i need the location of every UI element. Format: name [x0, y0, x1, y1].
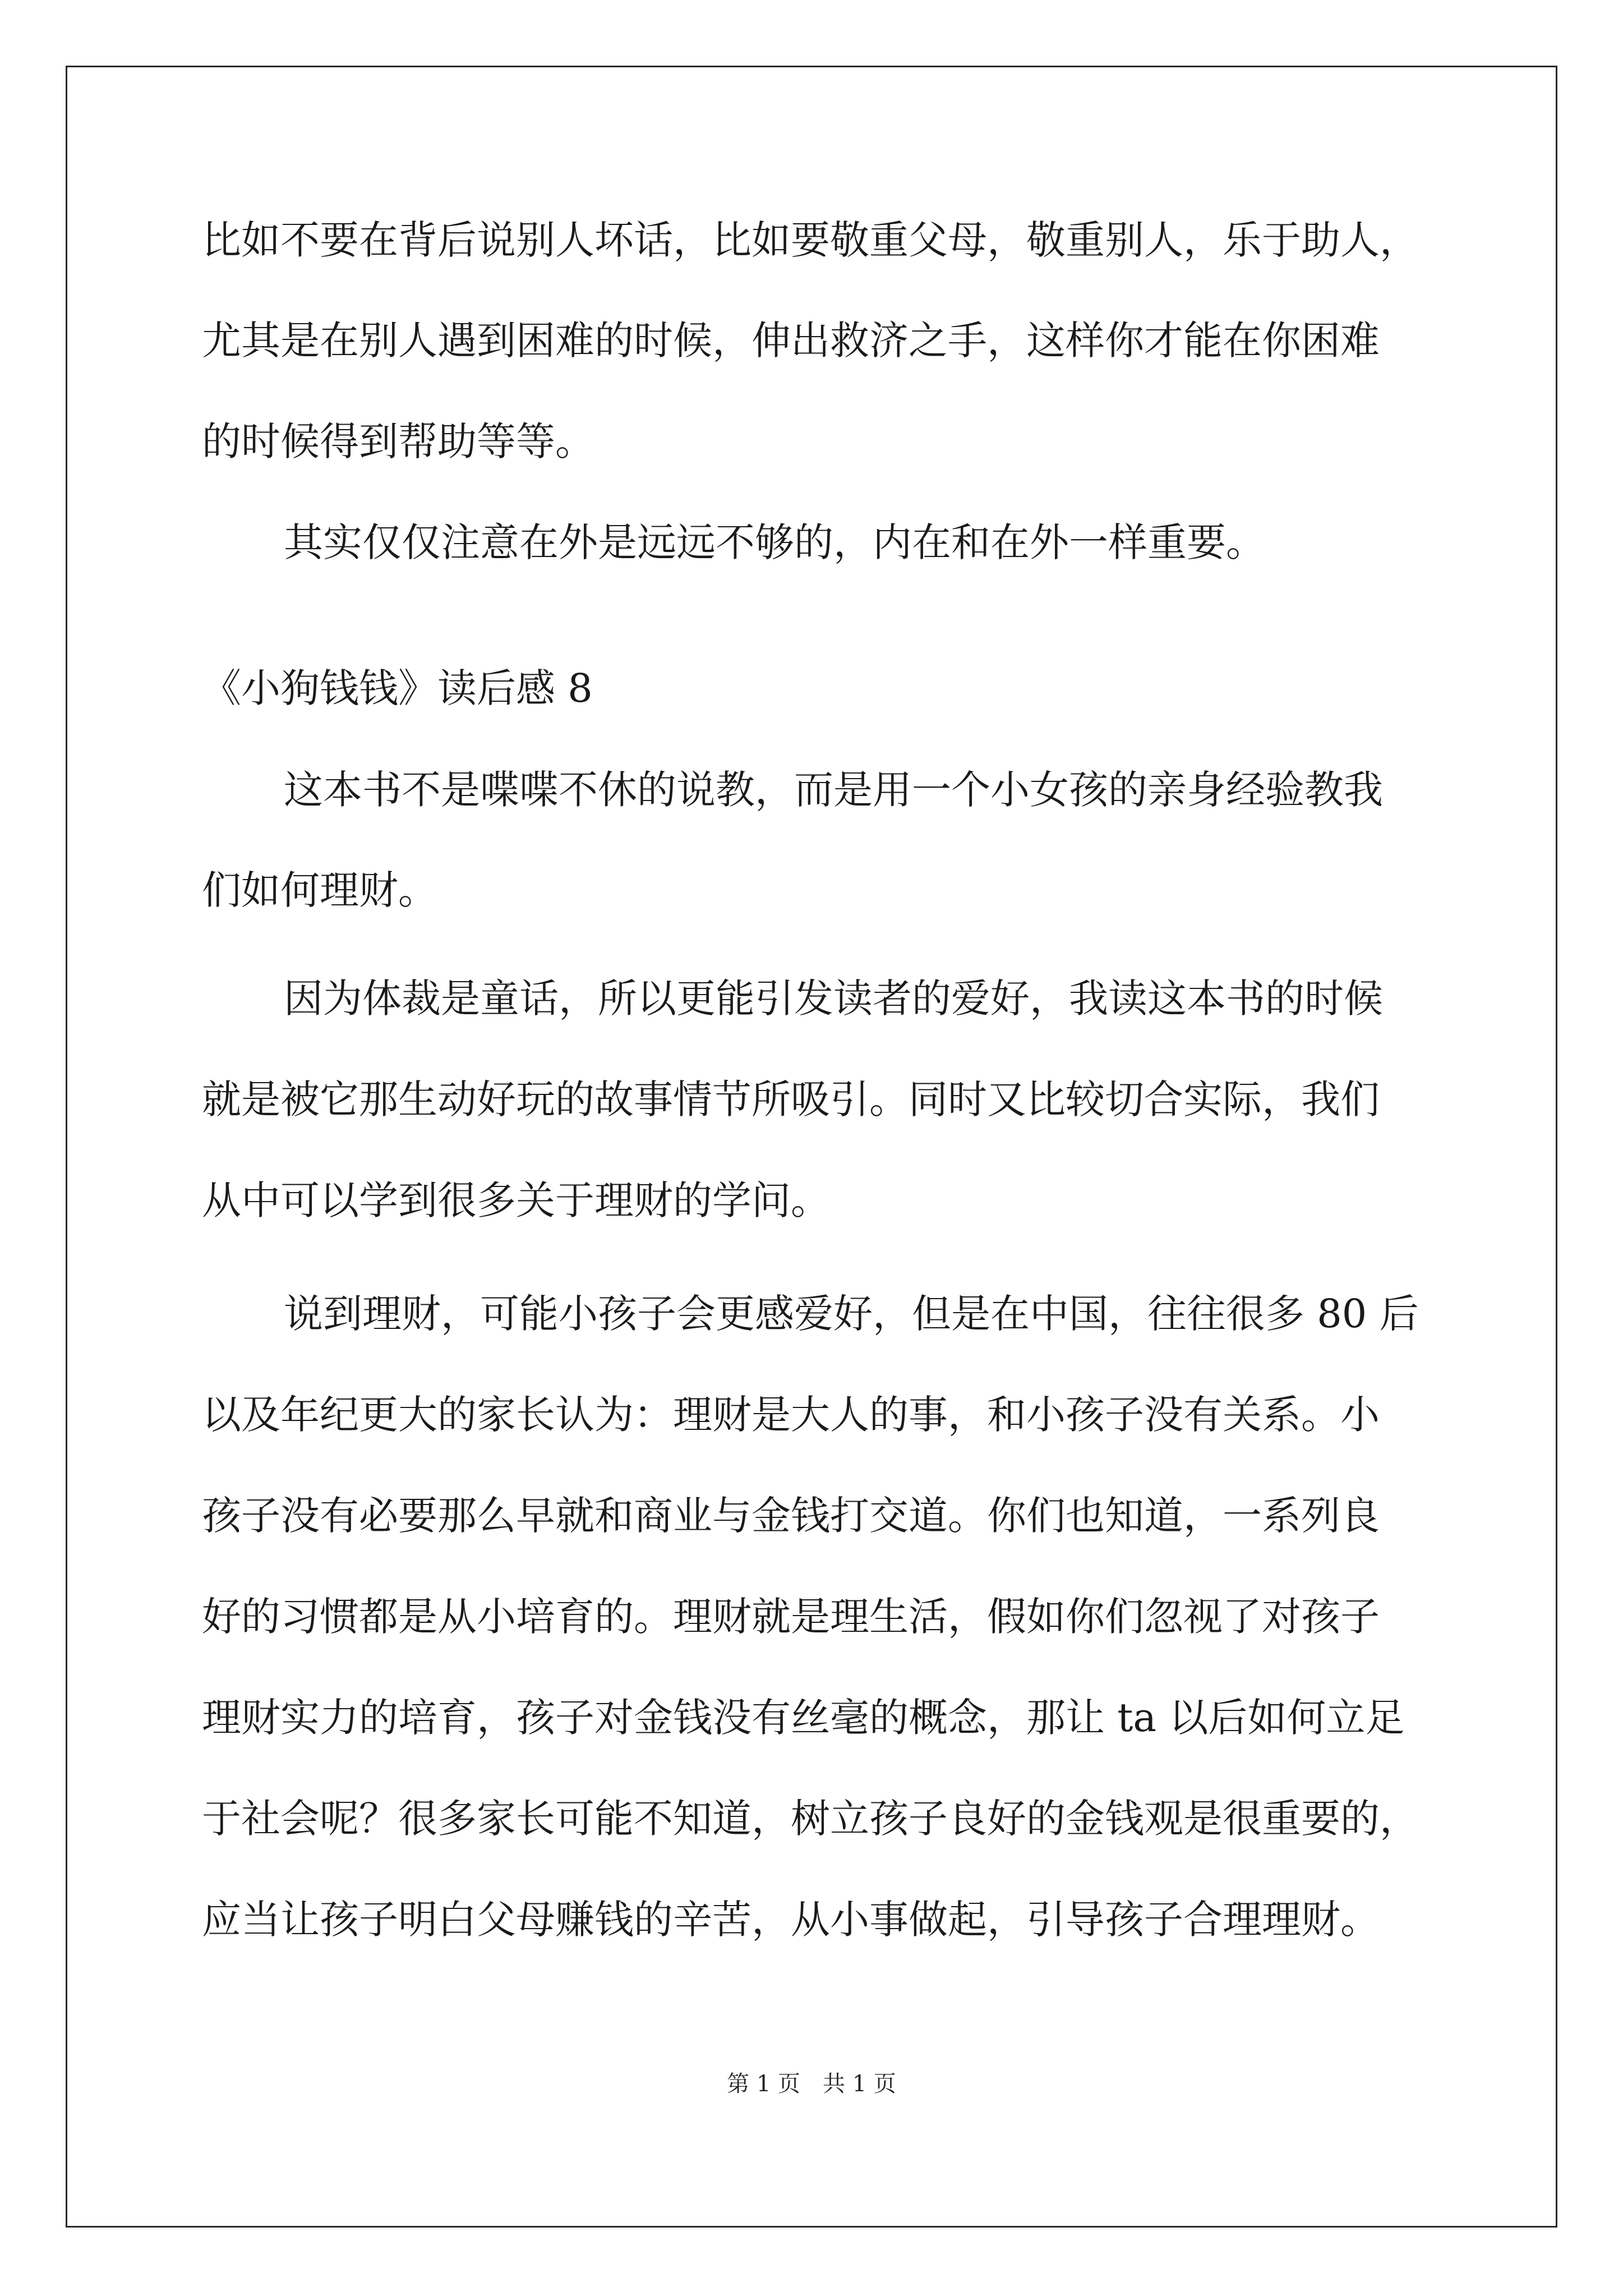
text-line: 尤其是在别人遇到困难的时候，伸出救济之手，这样你才能在你困难 — [202, 318, 1380, 364]
paragraph-line: 说到理财，可能小孩子会更感爱好，但是在中国，往往很多 80 后 — [284, 1291, 1419, 1337]
text-line: 以及年纪更大的家长认为：理财是大人的事，和小孩子没有关系。小 — [202, 1392, 1380, 1438]
text-line: 的时候得到帮助等等。 — [202, 418, 594, 464]
text-line: 于社会呢？很多家长可能不知道，树立孩子良好的金钱观是很重要的， — [202, 1796, 1419, 1842]
text-line: 好的习惯都是从小培育的。理财就是理生活，假如你们忽视了对孩子 — [202, 1594, 1380, 1640]
text-line: 理财实力的培育，孩子对金钱没有丝毫的概念，那让 ta 以后如何立足 — [202, 1695, 1405, 1741]
page-number-footer: 第 1 页 共 1 页 — [727, 2071, 896, 2097]
text-line: 应当让孩子明白父母赚钱的辛苦，从小事做起，引导孩子合理理财。 — [202, 1897, 1380, 1943]
text-line: 比如不要在背后说别人坏话，比如要敬重父母，敬重别人，乐于助人， — [202, 217, 1419, 263]
paragraph-line: 其实仅仅注意在外是远远不够的，内在和在外一样重要。 — [284, 519, 1265, 565]
section-heading: 《小狗钱钱》读后感 8 — [202, 665, 593, 711]
text-line: 就是被它那生动好玩的故事情节所吸引。同时又比较切合实际，我们 — [202, 1076, 1380, 1122]
text-line: 们如何理财。 — [202, 867, 437, 913]
paragraph-line: 这本书不是喋喋不休的说教，而是用一个小女孩的亲身经验教我 — [284, 767, 1383, 813]
paragraph-line: 因为体裁是童话，所以更能引发读者的爱好，我读这本书的时候 — [284, 976, 1383, 1022]
text-line: 从中可以学到很多关于理财的学问。 — [202, 1177, 830, 1223]
text-line: 孩子没有必要那么早就和商业与金钱打交道。你们也知道，一系列良 — [202, 1493, 1380, 1539]
